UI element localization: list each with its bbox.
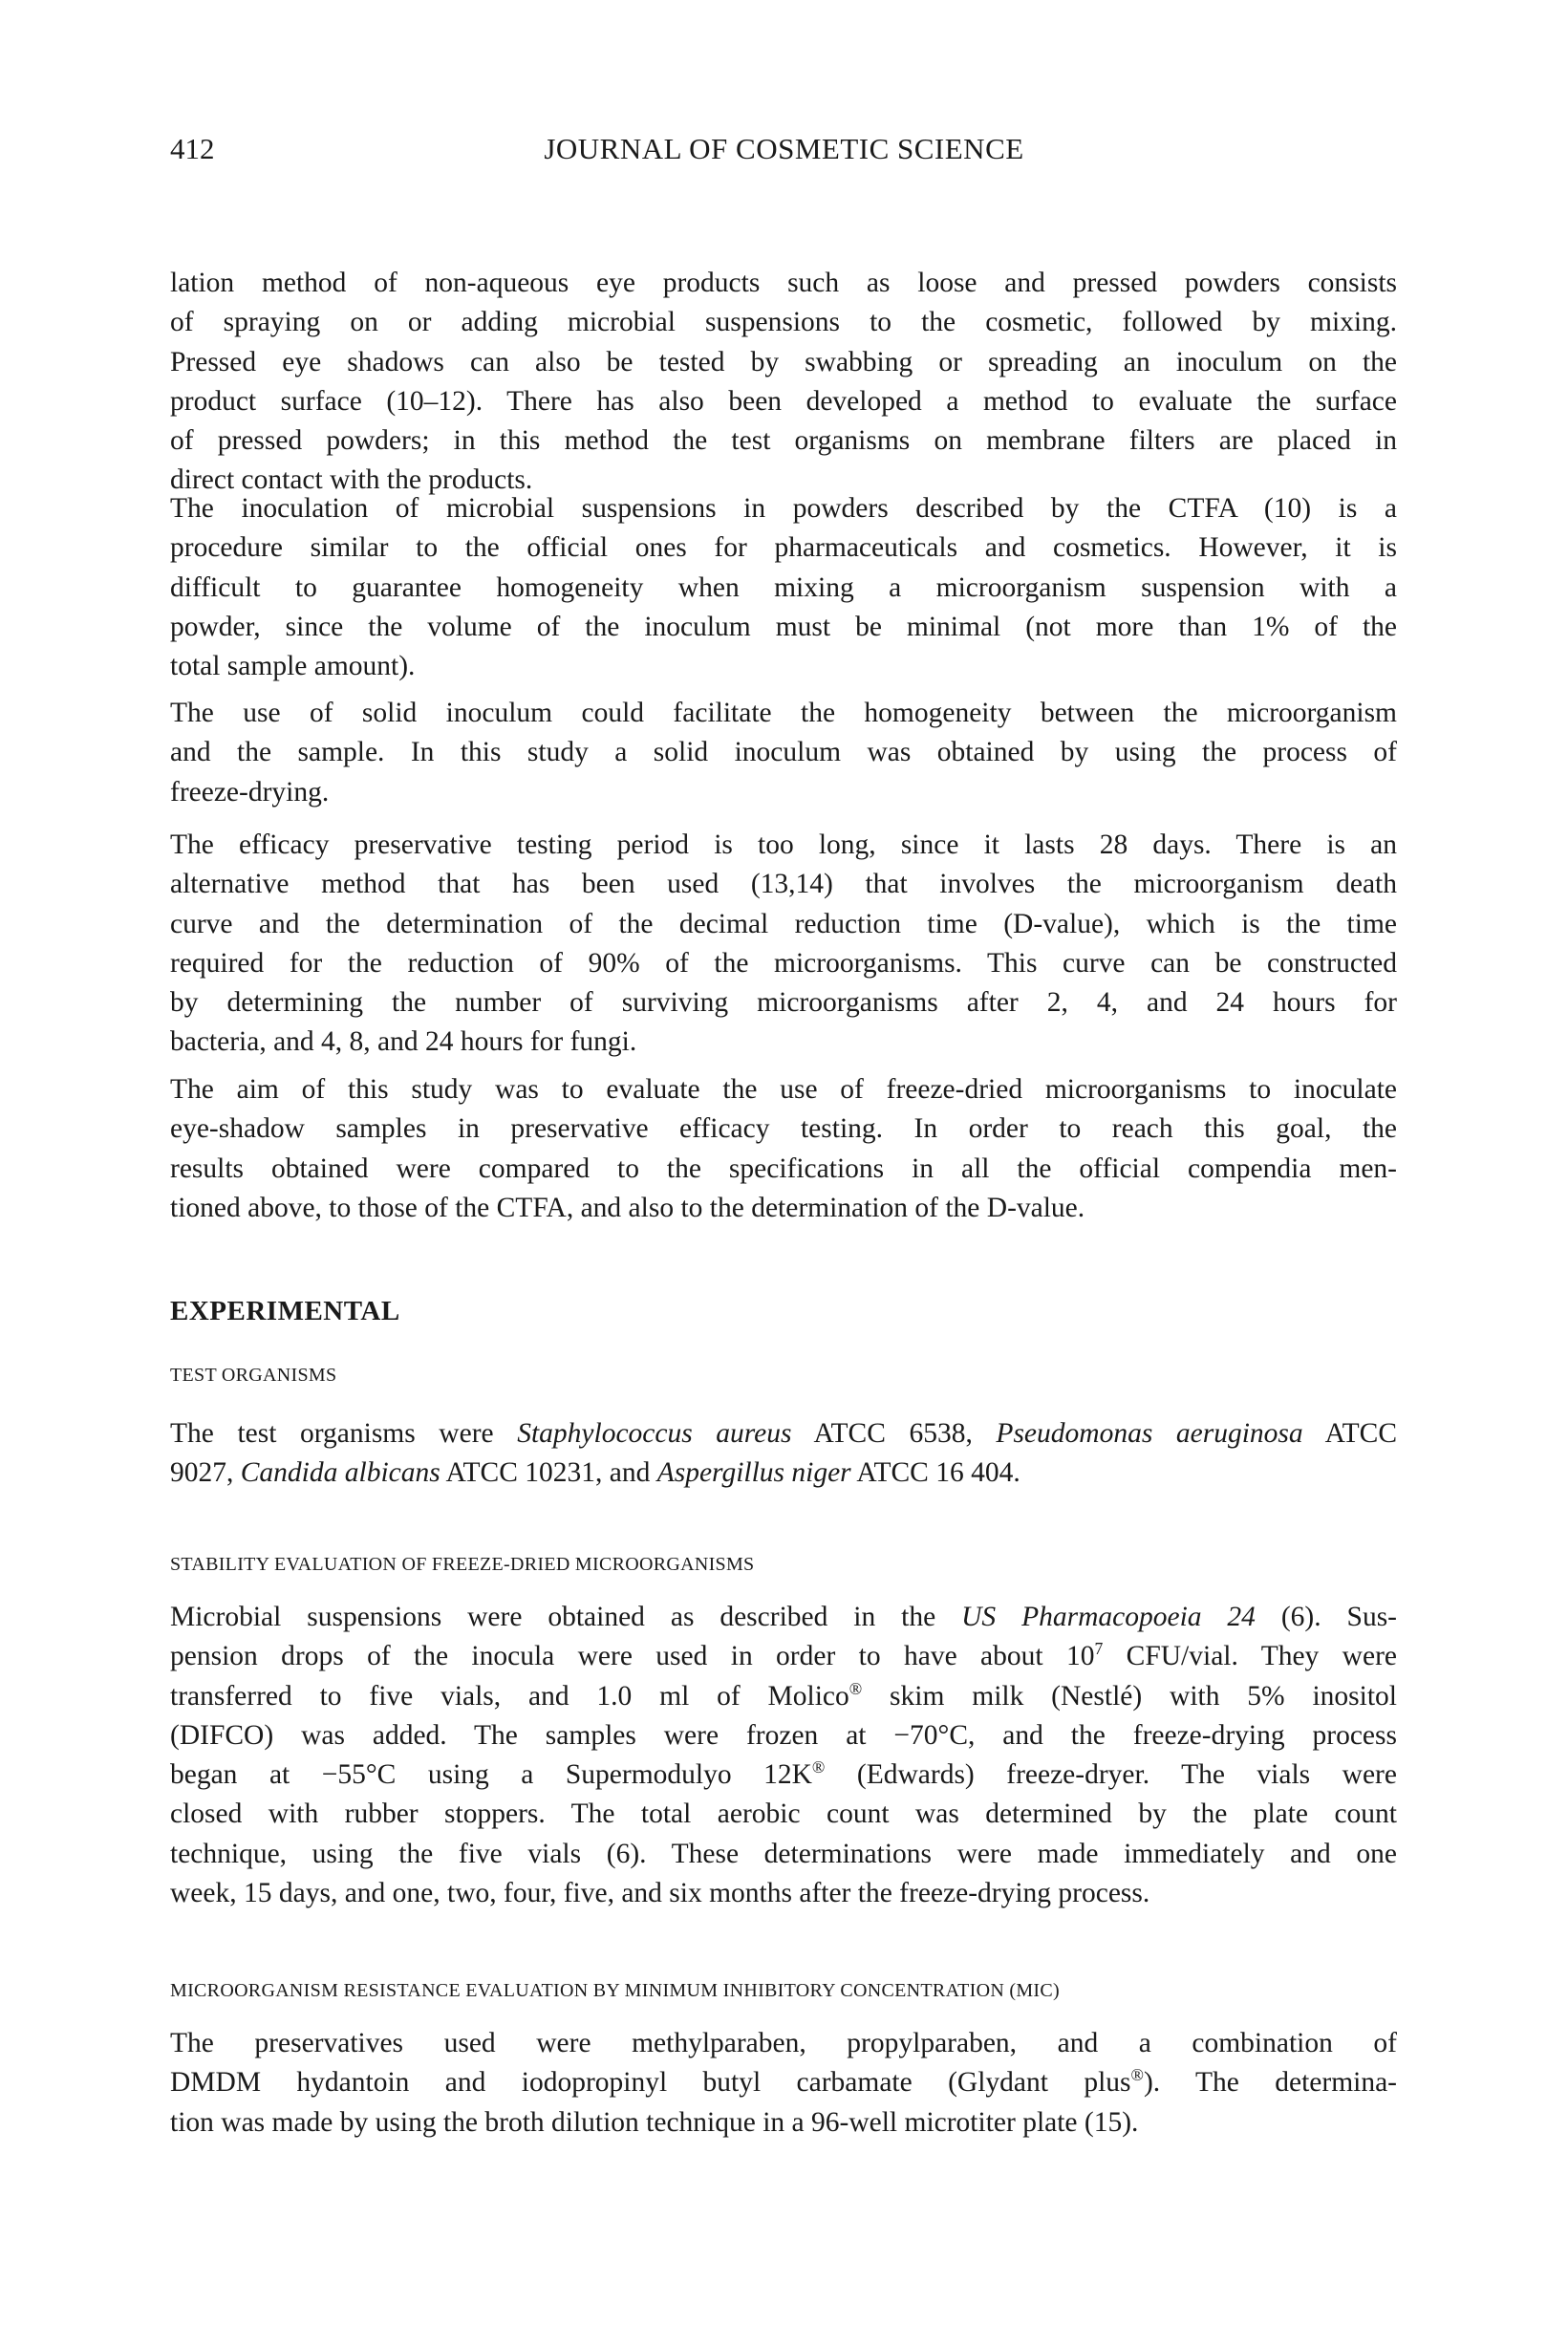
text-line: transferred to five vials, and 1.0 ml of Molico® skim milk (Nestlé) with 5% inositol xyxy=(170,1678,1397,1712)
italic-term: US Pharmacopoeia 24 xyxy=(961,1602,1256,1632)
text-line: tioned above, to those of the CTFA, and also to the determination of the D-value. xyxy=(170,1192,1085,1223)
text-line: closed with rubber stoppers. The total aerobic count was determined by the plate count xyxy=(170,1799,1397,1830)
paragraph xyxy=(170,264,1397,501)
section-heading: EXPERIMENTAL xyxy=(170,1296,400,1326)
text-line: of spraying on or adding microbial suspensions to the cosmetic, followed by mixing. xyxy=(170,307,1397,338)
text-line: The test organisms were Staphylococcus aureus ATCC 6538, Pseudomonas aeruginosa ATCC xyxy=(170,1418,1398,1449)
text-line: tion was made by using the broth dilution technique in a 96-well microtiter plate (15). xyxy=(170,2106,1139,2138)
text-line: The use of solid inoculum could facilitate the homogeneity between the microorganism xyxy=(170,698,1397,728)
paragraph xyxy=(170,2024,1397,2143)
paragraph xyxy=(170,1598,1397,1913)
text-line: The aim of this study was to evaluate the use of freeze-dried microorganisms to inoculate xyxy=(170,1074,1397,1105)
text-line: The preservatives used were methylparaben, propylparaben, and a combination of xyxy=(170,2028,1397,2058)
paragraph xyxy=(170,489,1397,686)
text-line: alternative method that has been used (13,14) that involves the microorganism death xyxy=(170,869,1397,900)
text-line: pension drops of the inocula were used in order to have about $10^7$ CFU/vial. They were xyxy=(170,1639,1397,1672)
text-line: total sample amount). xyxy=(170,651,416,682)
text-line: DMDM hydantoin and iodopropinyl butyl carbamate (Glydant plus®). The determina- xyxy=(170,2065,1398,2099)
text-line: (DIFCO) was added. The samples were frozen at −70°C, and the freeze-drying process xyxy=(170,1719,1397,1751)
superscript: ® xyxy=(848,1678,863,1698)
text-line: curve and the determination of the decimal reduction time (D-value), which is the time xyxy=(170,908,1397,939)
paragraph xyxy=(170,694,1397,812)
text-line: bacteria, and 4, 8, and 24 hours for fungi. xyxy=(170,1026,637,1058)
italic-term: Staphylococcus aureus xyxy=(517,1418,792,1449)
text-line: began at −55°C using a Supermodulyo 12K® (Edwards) freeze-dryer. The vials were xyxy=(170,1757,1397,1791)
text-line: and the sample. In this study a solid inoculum was obtained by using the process of xyxy=(170,737,1397,768)
text-line: week, 15 days, and one, two, four, five, and six months after the freeze-drying process. xyxy=(170,1878,1150,1909)
subsection-heading: STABILITY EVALUATION OF FREEZE-DRIED MICROORGANISMS xyxy=(170,1554,755,1575)
running-header: JOURNAL OF COSMETIC SCIENCE xyxy=(544,132,1024,165)
paragraph xyxy=(170,826,1397,1063)
paragraph xyxy=(170,1070,1397,1228)
italic-term: Candida albicans xyxy=(240,1457,440,1489)
text-line: Pressed eye shadows can also be tested by swabbing or spreading an inoculum on the xyxy=(170,346,1397,377)
text-line: results obtained were compared to the specifications in all the official compendia men- xyxy=(170,1152,1397,1184)
text-line: technique, using the five vials (6). These determinations were made immediately and one xyxy=(170,1838,1397,1869)
superscript: ® xyxy=(811,1757,826,1777)
text-line: required for the reduction of 90% of the microorganisms. This curve can be constructed xyxy=(170,947,1397,979)
text-line: by determining the number of surviving microorganisms after 2, 4, and 24 hours for xyxy=(170,987,1397,1019)
superscript: 7 xyxy=(1094,1639,1104,1659)
superscript: ® xyxy=(1130,2065,1144,2085)
text-line: The efficacy preservative testing period is too long, since it lasts 28 days. There is an xyxy=(170,829,1397,860)
text-line: lation method of non-aqueous eye products such as loose and pressed powders consists xyxy=(170,268,1397,298)
text-line: of pressed powders; in this method the test organisms on membrane filters are placed in xyxy=(170,425,1397,457)
text-line: eye-shadow samples in preservative efficacy testing. In order to reach this goal, the xyxy=(170,1113,1397,1145)
text-line: The inoculation of microbial suspensions in powders described by the CTFA (10) is a xyxy=(170,493,1397,524)
text-line: freeze-drying. xyxy=(170,776,330,808)
text-line: powder, since the volume of the inoculum must be minimal (not more than 1% of the xyxy=(170,611,1397,642)
text-line: product surface (10–12). There has also been developed a method to evaluate the surface xyxy=(170,385,1397,417)
text-line: 9027, Candida albicans ATCC 10231, and Aspergillus niger ATCC 16 404. xyxy=(170,1457,1020,1489)
text-line: direct contact with the products. xyxy=(170,464,533,496)
text-line: Microbial suspensions were obtained as described in the US Pharmacopoeia 24 (6). Sus- xyxy=(170,1602,1398,1632)
subsection-heading: TEST ORGANISMS xyxy=(170,1365,337,1386)
text-line: procedure similar to the official ones for pharmaceuticals and cosmetics. However, it is xyxy=(170,532,1397,564)
subsection-heading: MICROORGANISM RESISTANCE EVALUATION BY MINIMUM INHIBITORY CONCENTRATION (MIC) xyxy=(170,1980,1060,2001)
italic-term: Pseudomonas aeruginosa xyxy=(996,1418,1303,1449)
paragraph xyxy=(170,1414,1397,1494)
text-line: difficult to guarantee homogeneity when mixing a microorganism suspension with a xyxy=(170,571,1397,603)
page-number: 412 xyxy=(170,132,215,165)
italic-term: Aspergillus niger xyxy=(656,1457,851,1489)
